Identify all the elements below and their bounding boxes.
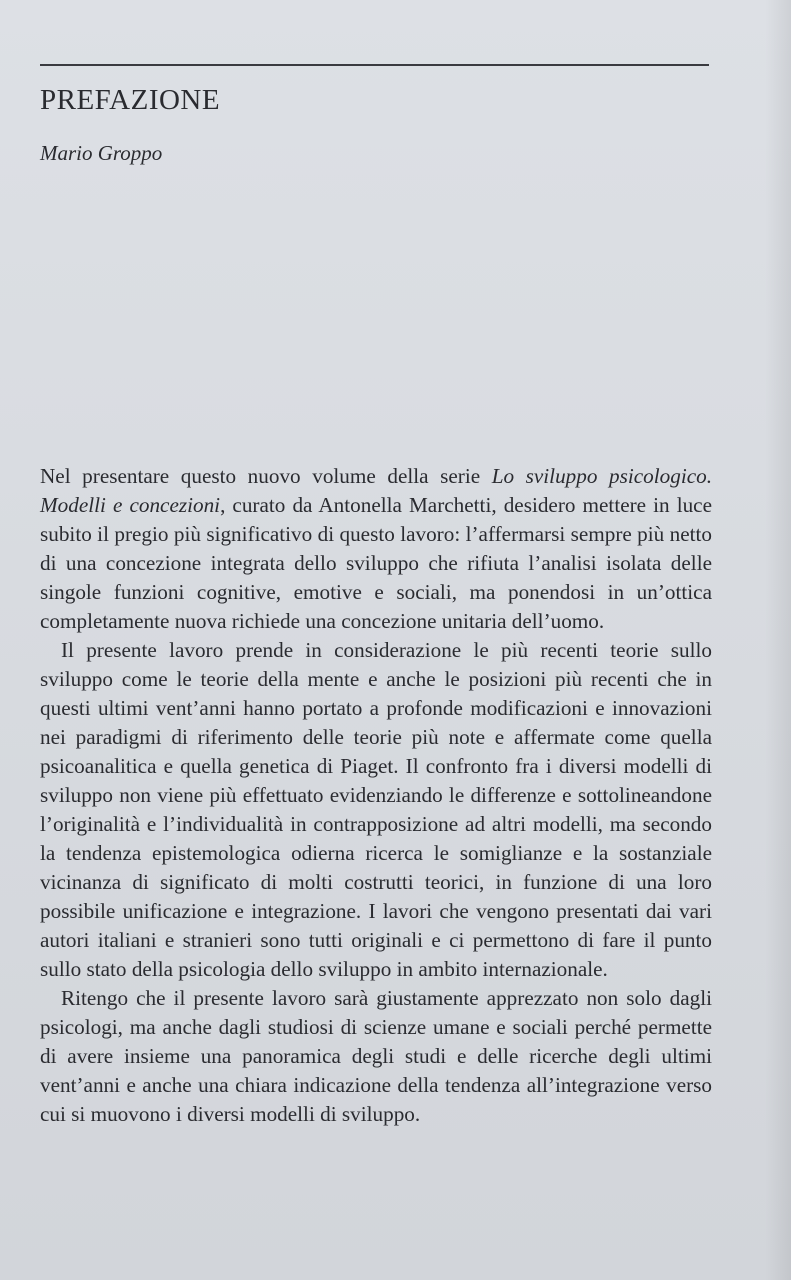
page-gutter-shadow [765,0,791,1280]
header-rule [40,64,709,66]
preface-body [40,462,712,1129]
paragraph-1-lead: Nel presentare questo nuovo volume della serie [40,464,492,488]
paragraph-3: Ritengo che il presente lavoro sarà giustamente apprezzato non solo dagli psicologi, ma anche dagli studiosi di scienze umane e sociali perché permette di avere insieme una panoramica degli studi e delle ricerche degli ultimi vent’anni e anche una chiara indicazione della tendenza all’integrazione verso cui si muovono i diversi modelli di sviluppo. [40,986,712,1126]
paragraph-1-rest: , curato da Antonella Marchetti, desidero mettere in luce subito il pregio più significativo di questo lavoro: l’affermarsi sempre più netto di una concezione integrata dello sviluppo che rifiuta l’analisi isolata delle singole funzioni cognitive, emotive e sociali, ma ponendosi in un’ottica completamente nuova richiede una concezione unitaria dell’uomo. [40,493,712,633]
chapter-title: PREFAZIONE [40,84,221,116]
series-title: Lo sviluppo psicologico. Modelli e concezioni [40,464,712,517]
paragraph-2: Il presente lavoro prende in considerazione le più recenti teorie sullo sviluppo come le teorie della mente e anche le posizioni più recenti che in questi ultimi vent’anni hanno portato a profonde modificazioni e innovazioni nei paradigmi di riferimento delle teorie più note e affermate come quella psicoanalitica e quella genetica di Piaget. Il confronto fra i diversi modelli di sviluppo non viene più effettuato evidenziando le differenze e sottolineandone l’originalità e l’individualità in contrapposizione ad altri modelli, ma secondo la tendenza epistemologica odierna ricerca le somiglianze e la sostanziale vicinanza di significato di molti costrutti teorici, in funzione di una loro possibile unificazione e integrazione. I lavori che vengono presentati dai vari autori italiani e stranieri sono tutti originali e ci permettono di fare il punto sullo stato della psicologia dello sviluppo in ambito internazionale. [40,638,712,981]
chapter-author: Mario Groppo [40,141,163,165]
paragraph-1 [40,462,712,636]
